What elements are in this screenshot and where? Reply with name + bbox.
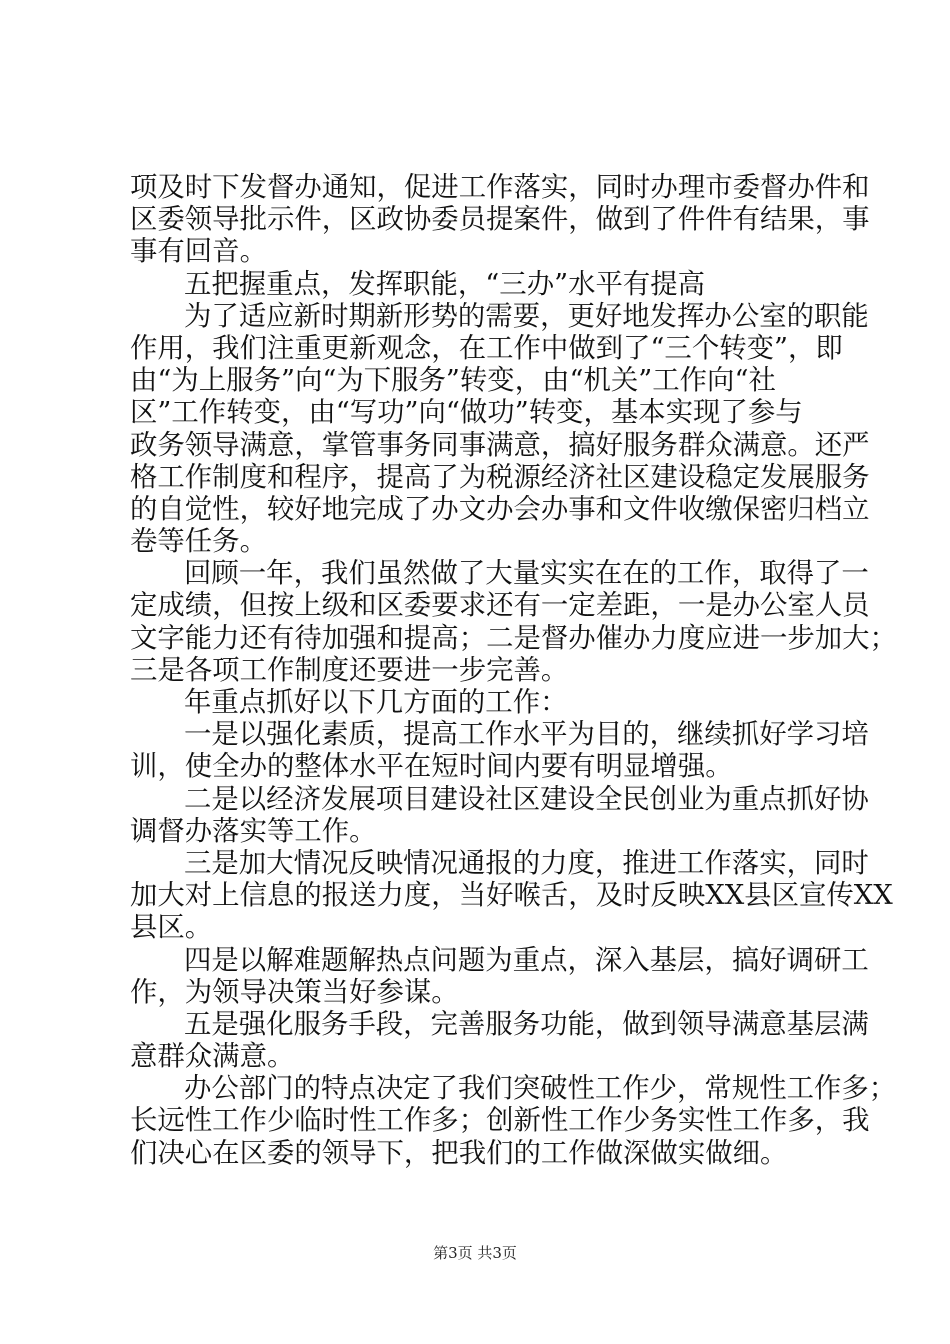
text-line: 项及时下发督办通知，促进工作落实，同时办理市委督办件和 [130,172,870,203]
text-line: 事有回音。 [130,236,267,268]
text-line: 加大对上信息的报送力度，当好喉舌，及时反映XX县区宣传XX [130,880,893,912]
text-line: 的自觉性，较好地完成了办文办会办事和文件收缴保密归档立 [130,493,870,525]
text-line: 四是以解难题解热点问题为重点，深入基层，搞好调研工 [184,944,869,976]
text-line: 调督办落实等工作。 [130,815,377,847]
text-line: 们决心在区委的领导下，把我们的工作做深做实做细。 [130,1137,788,1169]
text-line: 年重点抓好以下几方面的工作： [184,687,568,718]
text-line: 五把握重点，发挥职能，“三办”水平有提高 [184,268,706,300]
text-line: 一是以强化素质，提高工作水平为目的，继续抓好学习培 [184,719,869,751]
text-line: 长远性工作少临时性工作多；创新性工作少务实性工作多，我 [130,1105,870,1137]
text-line: 三是各项工作制度还要进一步完善。 [130,654,569,686]
text-line: 政务领导满意，掌管事务同事满意，搞好服务群众满意。还严 [130,429,870,461]
page-footer: 第3页 共3页 [433,1244,517,1262]
text-line: 格工作制度和程序，提高了为税源经济社区建设稳定发展服务 [130,461,870,493]
text-line: 由“为上服务”向“为下服务”转变，由“机关”工作向“社 [130,365,776,397]
text-line: 定成绩，但按上级和区委要求还有一定差距，一是办公室人员 [130,590,870,622]
text-line: 区”工作转变，由“写功”向“做功”转变，基本实现了参与 [130,397,803,429]
document-body [130,172,897,1170]
text-line: 意群众满意。 [130,1041,295,1073]
text-line: 为了适应新时期新形势的需要，更好地发挥办公室的职能 [184,300,869,332]
text-line: 区委领导批示件，区政协委员提案件，做到了件件有结果，事 [130,204,870,236]
text-line: 作用，我们注重更新观念，在工作中做到了“三个转变”，即 [130,332,843,364]
text-line: 训，使全办的整体水平在短时间内要有明显增强。 [130,751,733,783]
text-line: 回顾一年，我们虽然做了大量实实在在的工作，取得了一 [184,558,869,590]
text-line: 文字能力还有待加强和提高；二是督办催办力度应进一步加大； [130,622,897,654]
text-line: 五是强化服务手段，完善服务功能，做到领导满意基层满 [184,1008,869,1040]
text-line: 作，为领导决策当好参谋。 [130,976,459,1008]
text-line: 三是加大情况反映情况通报的力度，推进工作落实，同时 [184,847,869,879]
text-line: 县区。 [130,912,213,944]
text-line: 卷等任务。 [130,526,267,558]
text-line: 办公部门的特点决定了我们突破性工作少，常规性工作多； [184,1073,897,1105]
text-line: 二是以经济发展项目建设社区建设全民创业为重点抓好协 [184,783,869,815]
